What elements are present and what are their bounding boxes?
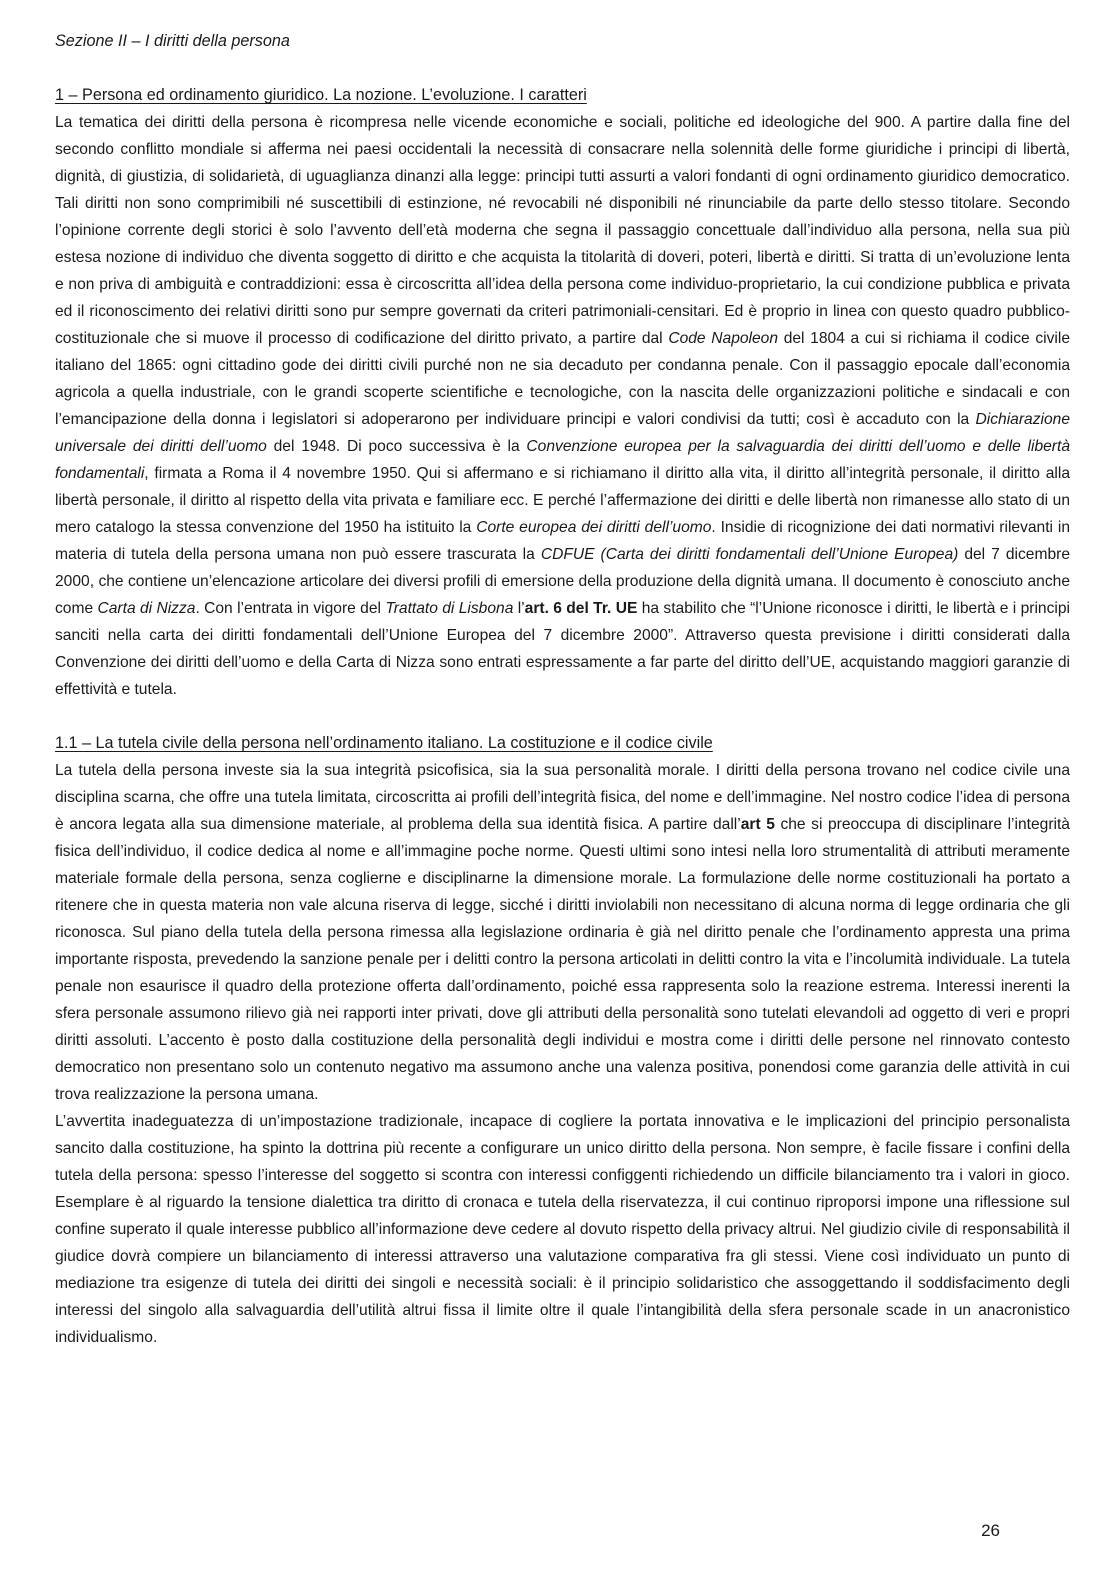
text-run: L’avvertita inadeguatezza di un’impostazione tradizionale, incapace di cogliere la portata innovativa e le implicazioni del principio personalista sancito dalla costituzione, ha spinto la dottrina più recente a configurare un unico diritto della persona. Non sempre, è facile fissare i confini della tutela della persona: spesso l’interesse del soggetto si scontra con interessi configgenti richiedendo un difficile bilanciamento tra i valori in gioco. Esemplare è al riguardo la tensione dialettica tra diritto di cronaca e tutela della riservatezza, il cui continuo riproporsi impone una riflessione sul confine superato il quale interesse pubblico all’informazione deve cedere al dovuto rispetto della privacy altrui. Nel giudizio civile di responsabilità il giudice dovrà compiere un bilanciamento di interessi attraverso una valutazione comparativa fra gli stessi. Viene così individuato un punto di mediazione tra esigenze di tutela dei diritti dei singoli e necessità sociali: è il principio solidaristico che assoggettando il soddisfacimento degli interessi del singolo alla salvaguardia dell’utilità altrui fissa il limite oltre il quale l’intangibilità della sfera personale scade in un anacronistico individualismo. — [55, 1113, 1070, 1346]
italic-run: CDFUE (Carta dei diritti fondamentali dell’Unione Europea) — [540, 546, 959, 563]
heading-1-text: Persona ed ordinamento giuridico. La nozione. L’evoluzione. I caratteri — [82, 86, 587, 104]
heading-1 — [55, 82, 1070, 109]
document-page — [55, 28, 1070, 1351]
text-run: . Con l’entrata in vigore del — [195, 600, 386, 617]
section-title: Sezione II – I diritti della persona — [55, 32, 290, 50]
italic-run: Carta di Nizza — [97, 600, 196, 617]
section-gap — [55, 703, 1070, 730]
text-run: che si preoccupa di disciplinare l’integrità fisica dell’individuo, il codice dedica al nome e all’immagine poche norme. Questi ultimi sono intesi nella loro strumentalità di attributi meramente materiale formale della persona, senza coglierne e disciplinarne la dimensione morale. La formulazione delle norme costituzionali ha portato a ritenere che in questa materia non vale alcuna riserva di legge, sicché i diritti inviolabili non necessitano di alcuna norma di legge ordinaria che gli riconosca. Sul piano della tutela della persona rimessa alla legislazione ordinaria è già nel diritto penale che l’ordinamento appresta una prima importante risposta, prevedendo la sanzione penale per i delitti contro la persona articolati in delitti contro la vita e l’incolumità individuale. La tutela penale non esaurisce il quadro della protezione offerta dall’ordinamento, poiché essa rappresenta solo la reazione estrema. Interessi inerenti la sfera personale assumono rilievo già nei rapporti inter privati, dove gli attributi della personalità sono tutelati elevandoli ad oggetto di veri e propri diritti assoluti. L’accento è posto dalla costituzione della personalità degli individui e mostra come i diritti delle persone nel rinnovato contesto democratico non presentano solo un contenuto negativo ma assumono anche una valenza positiva, ponendosi come garanzia delle attività in cui trova realizzazione la persona umana. — [55, 816, 1070, 1103]
italic-run: Trattato di Lisbona — [385, 600, 514, 617]
text-run: l’ — [513, 600, 525, 617]
heading-1-1-text: – La tutela civile della persona nell’ordinamento italiano. La costituzione e il codice civile — [82, 734, 713, 752]
heading-1-1 — [55, 730, 1070, 757]
heading-1-prefix: 1 – — [55, 86, 83, 104]
heading-1-1-prefix: 1.1 — [55, 734, 83, 752]
text-run: del 1804 a cui si richiama il codice civile italiano del 1865: ogni cittadino gode dei diritti civili purché non ne sia decaduto per condanna penale. Con il passaggio epocale dall’economia agricola a quella industriale, con le grandi scoperte scientifiche e tecnologiche, con la nascita delle organizzazioni politiche e sindacali e con l’emancipazione della donna i legislatori si adoperarono per individuare principi e valori condivisi da tutti; così è accaduto con la — [55, 330, 1071, 428]
paragraph-3 — [55, 1108, 1070, 1351]
paragraph-2 — [55, 757, 1070, 1108]
italic-run: Code Napoleon — [668, 330, 779, 347]
text-run: del 7 dicembre 2000, che contiene un’elencazione articolare dei diversi profili di emersione della produzione della dignità umana. Il documento è conosciuto anche come — [55, 546, 1070, 617]
text-run: . Insidie di ricognizione dei dati normativi rilevanti in materia di tutela della persona umana non può essere trascurata la — [55, 519, 1071, 563]
italic-run: Corte europea dei diritti dell’uomo — [476, 519, 712, 536]
italic-run: Dichiarazione universale dei diritti dell’uomo — [55, 411, 1070, 455]
bold-run: art 5 — [740, 816, 775, 833]
text-run: La tutela della persona investe sia la sua integrità psicofisica, sia la sua personalità morale. I diritti della persona trovano nel codice civile una disciplina scarna, che offre una tutela limitata, circoscritta ai profili dell’integrità fisica, del nome e dell’immagine. Nel nostro codice l’idea di persona è ancora legata alla sua dimensione materiale, al problema della sua identità fisica. A partire dall’ — [55, 762, 1070, 833]
text-run: ha stabilito che “l’Unione riconosce i diritti, le libertà e i principi sanciti nella carta dei diritti fondamentali dell’Unione Europea del 7 dicembre 2000”. Attraverso questa previsione i diritti considerati dalla Convenzione dei diritti dell’uomo e della Carta di Nizza sono entrati espressamente a far parte del diritto dell’UE, acquistando maggiori garanzie di effettività e tutela. — [55, 600, 1070, 698]
text-run: La tematica dei diritti della persona è ricompresa nelle vicende economiche e sociali, politiche ed ideologiche del 900. A partire dalla fine del secondo conflitto mondiale si afferma nei paesi occidentali la necessità di consacrare nella solennità delle forme giuridiche i principi di libertà, dignità, di giustizia, di solidarietà, di uguaglianza dinanzi alla legge: principi tutti assurti a valori fondanti di ogni ordinamento giuridico democratico. Tali diritti non sono comprimibili né suscettibili di estinzione, né revocabili né disponibili né rinunciabile da parte dello stesso titolare. Secondo l’opinione corrente degli storici è solo l’avvento dell’età moderna che segna il passaggio concettuale dall’individuo alla persona, nella sua più estesa nozione di individuo che diventa soggetto di diritto e che acquista la titolarità di doveri, poteri, libertà e diritti. Si tratta di un’evoluzione lenta e non priva di ambiguità e contraddizioni: essa è circoscritta all’idea della persona come individuo-proprietario, la cui condizione pubblica e privata ed il riconoscimento dei relativi diritti sono pur sempre governati da criteri patrimoniali-censitari. Ed è proprio in linea con questo quadro pubblico-costituzionale che si muove il processo di codificazione del diritto privato, a partire dal — [55, 114, 1070, 347]
page-number: 26 — [981, 1521, 1000, 1540]
bold-run: art. 6 del Tr. UE — [524, 600, 638, 617]
paragraph-1 — [55, 109, 1070, 703]
text-run: del 1948. Di poco successiva è la — [266, 438, 527, 455]
italic-run: Convenzione europea per la salvaguardia dei diritti dell’uomo e delle libertà fondamentali — [55, 438, 1070, 482]
text-run: , firmata a Roma il 4 novembre 1950. Qui si affermano e si richiamano il diritto alla vita, il diritto all’integrità personale, il diritto alla libertà personale, il diritto al rispetto della vita privata e familiare ecc. E perché l’affermazione dei diritti e delle libertà non rimanesse allo stato di un mero catalogo la stessa convenzione del 1950 ha istituito la — [55, 465, 1070, 536]
